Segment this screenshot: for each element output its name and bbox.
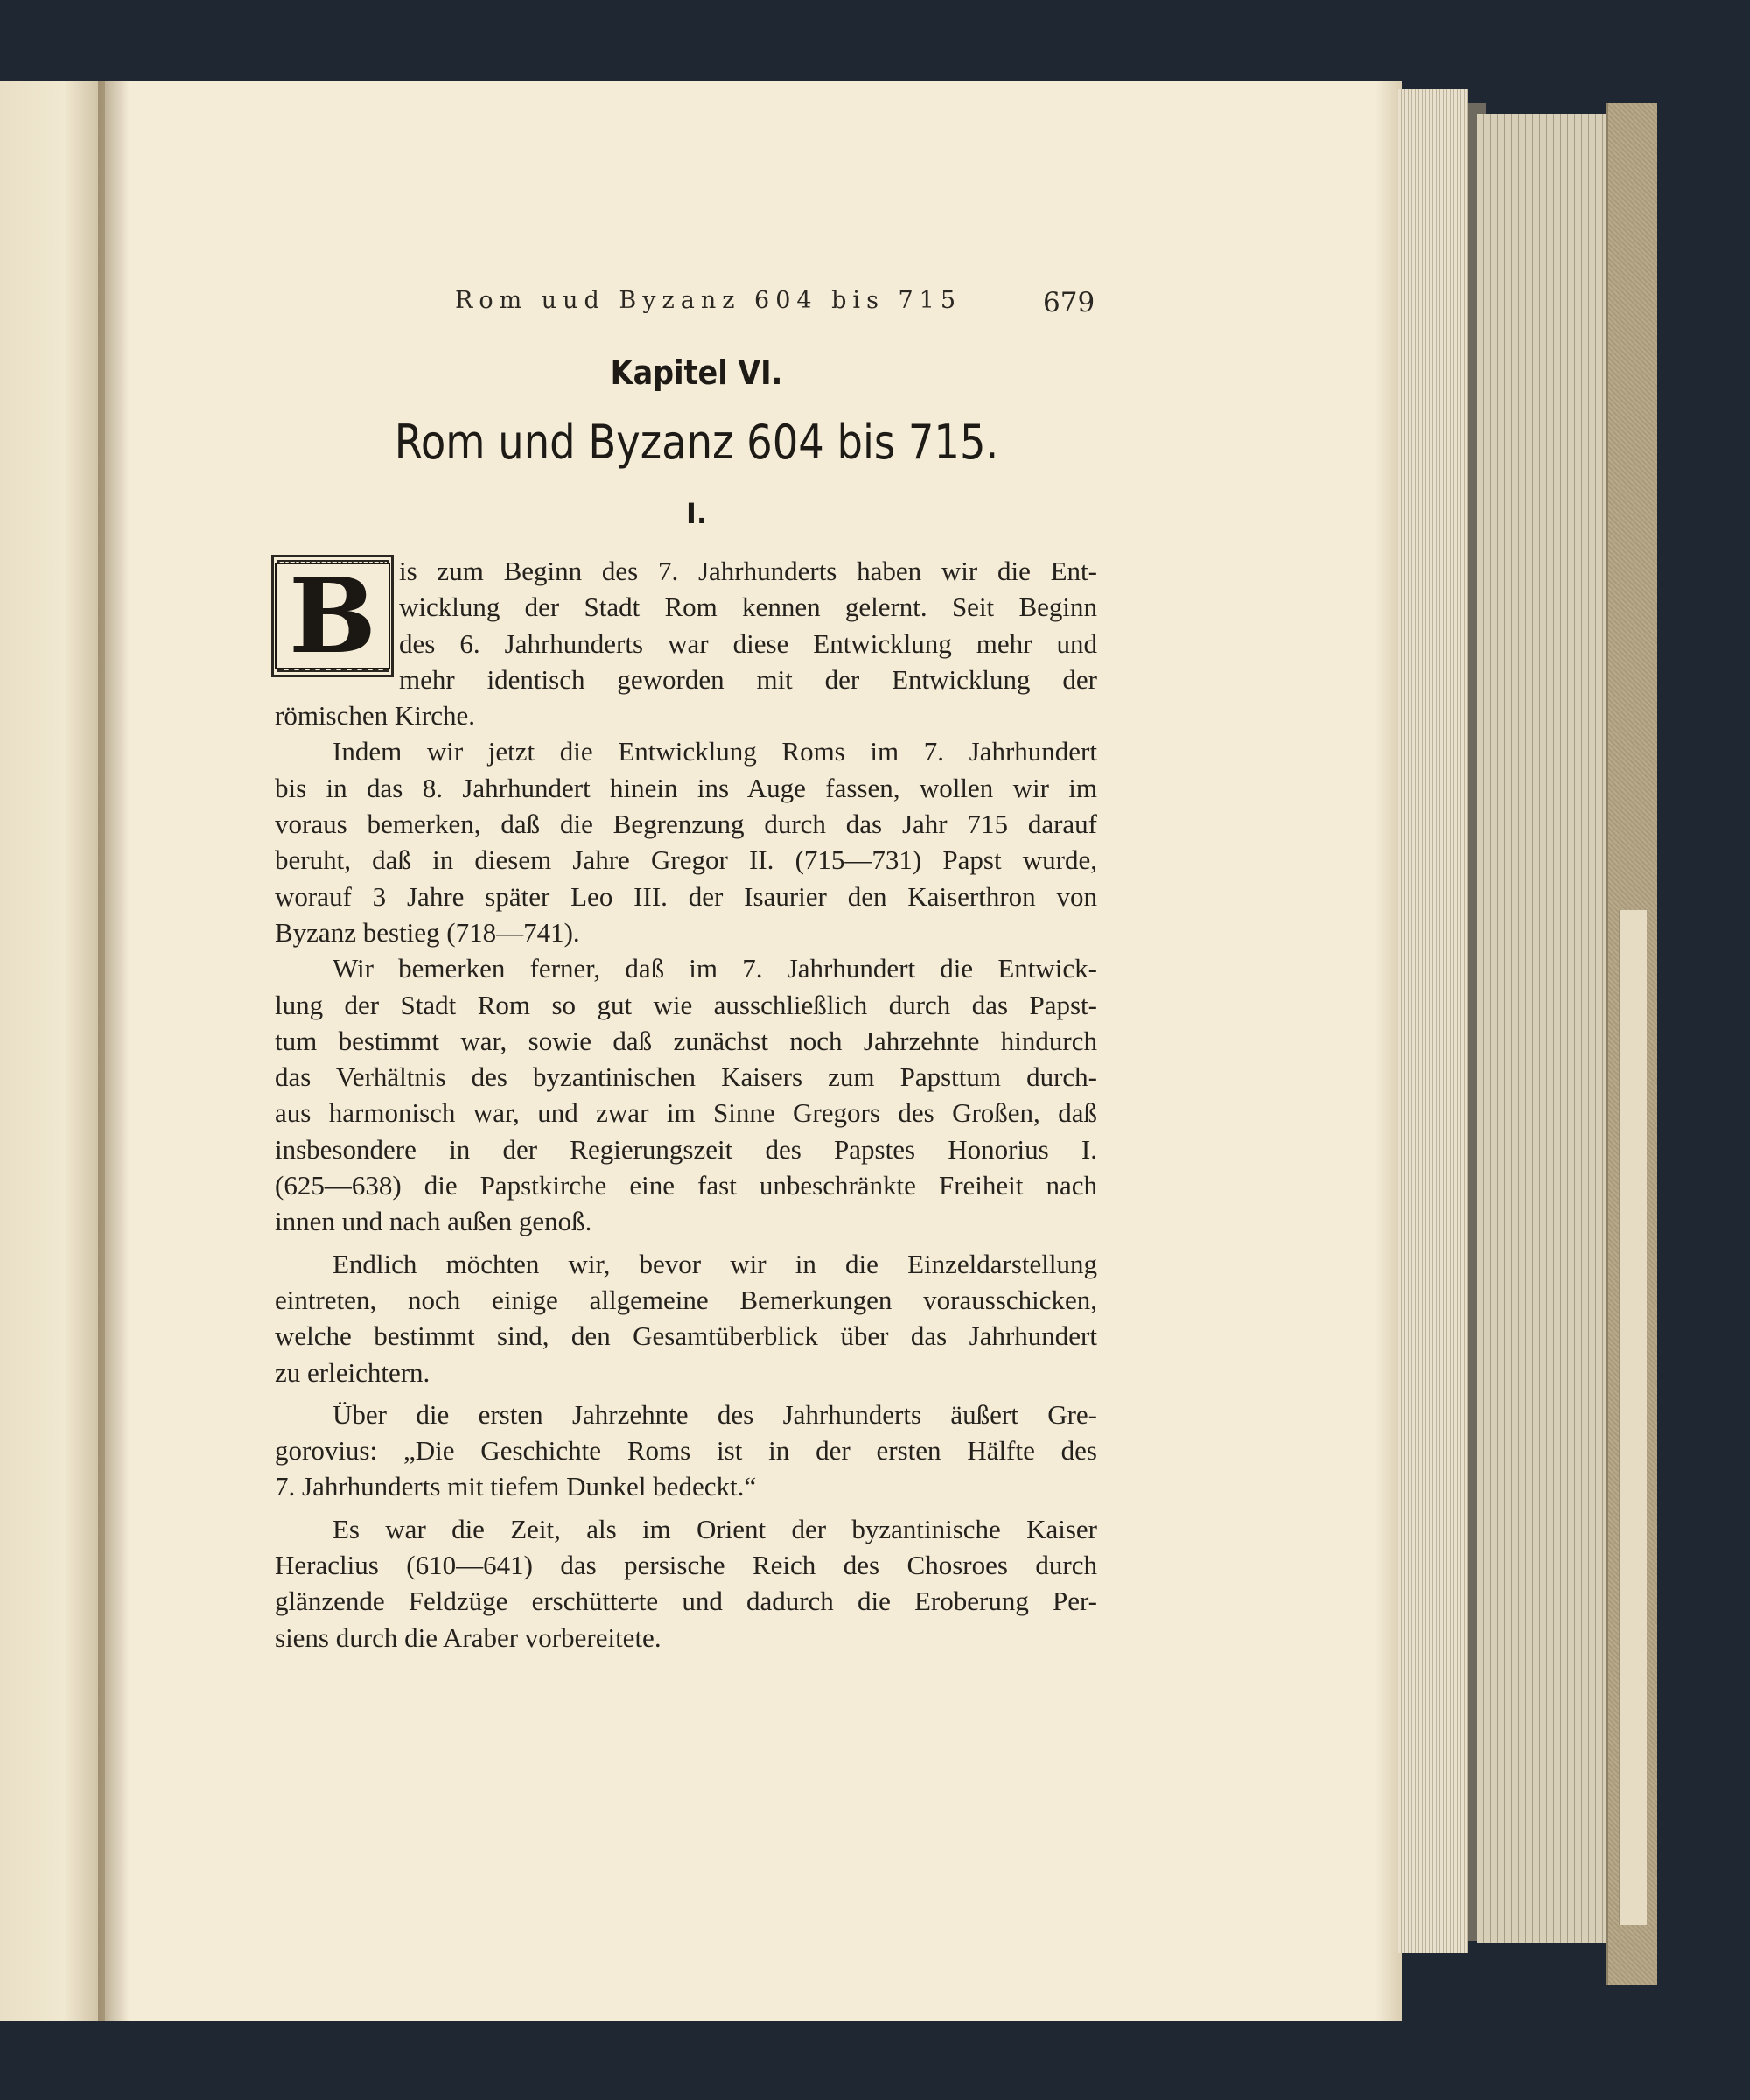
text-line: 7. Jahrhunderts mit tiefem Dunkel bedeckt.“ (275, 1471, 757, 1502)
text-line: das Verhältnis des byzantinischen Kaisers zum Papsttum durch- (275, 1061, 1097, 1093)
text-line: eintreten, noch einige allgemeine Bemerkungen vorausschicken, (275, 1284, 1097, 1315)
page-edges (1398, 89, 1468, 1953)
text-line: Es war die Zeit, als im Orient der byzantinische Kaiser (332, 1513, 1097, 1544)
text-line: des 6. Jahrhunderts war diese Entwicklung mehr und (399, 627, 1097, 659)
text-line: Endlich möchten wir, bevor wir in die Einzeldarstellung (332, 1248, 1097, 1279)
text-line: wicklung der Stadt Rom kennen gelernt. Seit Beginn (399, 592, 1097, 623)
text-line: voraus bemerken, daß die Begrenzung durch das Jahr 715 darauf (275, 808, 1097, 840)
running-header: Rom uud Byzanz 604 bis 715 (455, 287, 962, 314)
text-line: bis in das 8. Jahrhundert hinein ins Auge fassen, wollen wir im (275, 772, 1097, 803)
text-line: Byzanz bestieg (718—741). (275, 916, 580, 948)
text-line: is zum Beginn des 7. Jahrhunderts haben wir die Ent- (399, 556, 1097, 586)
book-block-edges (1477, 114, 1619, 1942)
text-line: aus harmonisch war, und zwar im Sinne Gregors des Großen, daß (275, 1097, 1097, 1129)
chapter-title: Rom und Byzanz 604 bis 715. (394, 415, 999, 470)
text-line: gorovius: „Die Geschichte Roms ist in der ersten Hälfte des (275, 1435, 1097, 1466)
drop-cap-letter: B (275, 563, 390, 669)
text-line: römischen Kirche. (275, 700, 475, 732)
text-line: zu erleichtern. (275, 1356, 430, 1388)
text-line: welche bestimmt sind, den Gesamtüberblick über das Jahrhundert (275, 1320, 1097, 1352)
text-line: beruht, daß in diesem Jahre Gregor II. (715—731) Papst wurde, (275, 844, 1097, 876)
text-line: siens durch die Araber vorbereitete. (275, 1621, 662, 1653)
section-number: I. (685, 497, 708, 530)
chapter-label: Kapitel VI. (610, 354, 783, 392)
text-line: Heraclius (610—641) das persische Reich des Chosroes durch (275, 1550, 1097, 1581)
text-line: tum bestimmt war, sowie daß zunächst noch Jahrzehnte hindurch (275, 1025, 1097, 1056)
cover-inset (1619, 910, 1647, 1925)
body-text (275, 553, 1097, 1656)
text-line: innen und nach außen genoß. (275, 1206, 592, 1237)
text-line: lung der Stadt Rom so gut wie ausschließlich durch das Papst- (275, 989, 1097, 1020)
text-line: glänzende Feldzüge erschütterte und dadurch die Eroberung Per- (275, 1586, 1097, 1617)
text-line: (625—638) die Papstkirche eine fast unbeschränkte Freiheit nach (275, 1170, 1097, 1201)
page-number: 679 (1043, 287, 1096, 318)
text-line: worauf 3 Jahre später Leo III. der Isaurier den Kaiserthron von (275, 880, 1097, 912)
text-line: Indem wir jetzt die Entwicklung Roms im 7. Jahrhundert (332, 736, 1097, 767)
text-line: mehr identisch geworden mit der Entwicklung der (399, 663, 1097, 695)
text-line: insbesondere in der Regierungszeit des Papstes Honorius I. (275, 1133, 1097, 1165)
text-line: Wir bemerken ferner, daß im 7. Jahrhundert die Entwick- (332, 953, 1097, 984)
text-line: Über die ersten Jahrzehnte des Jahrhunderts äußert Gre- (332, 1398, 1097, 1430)
